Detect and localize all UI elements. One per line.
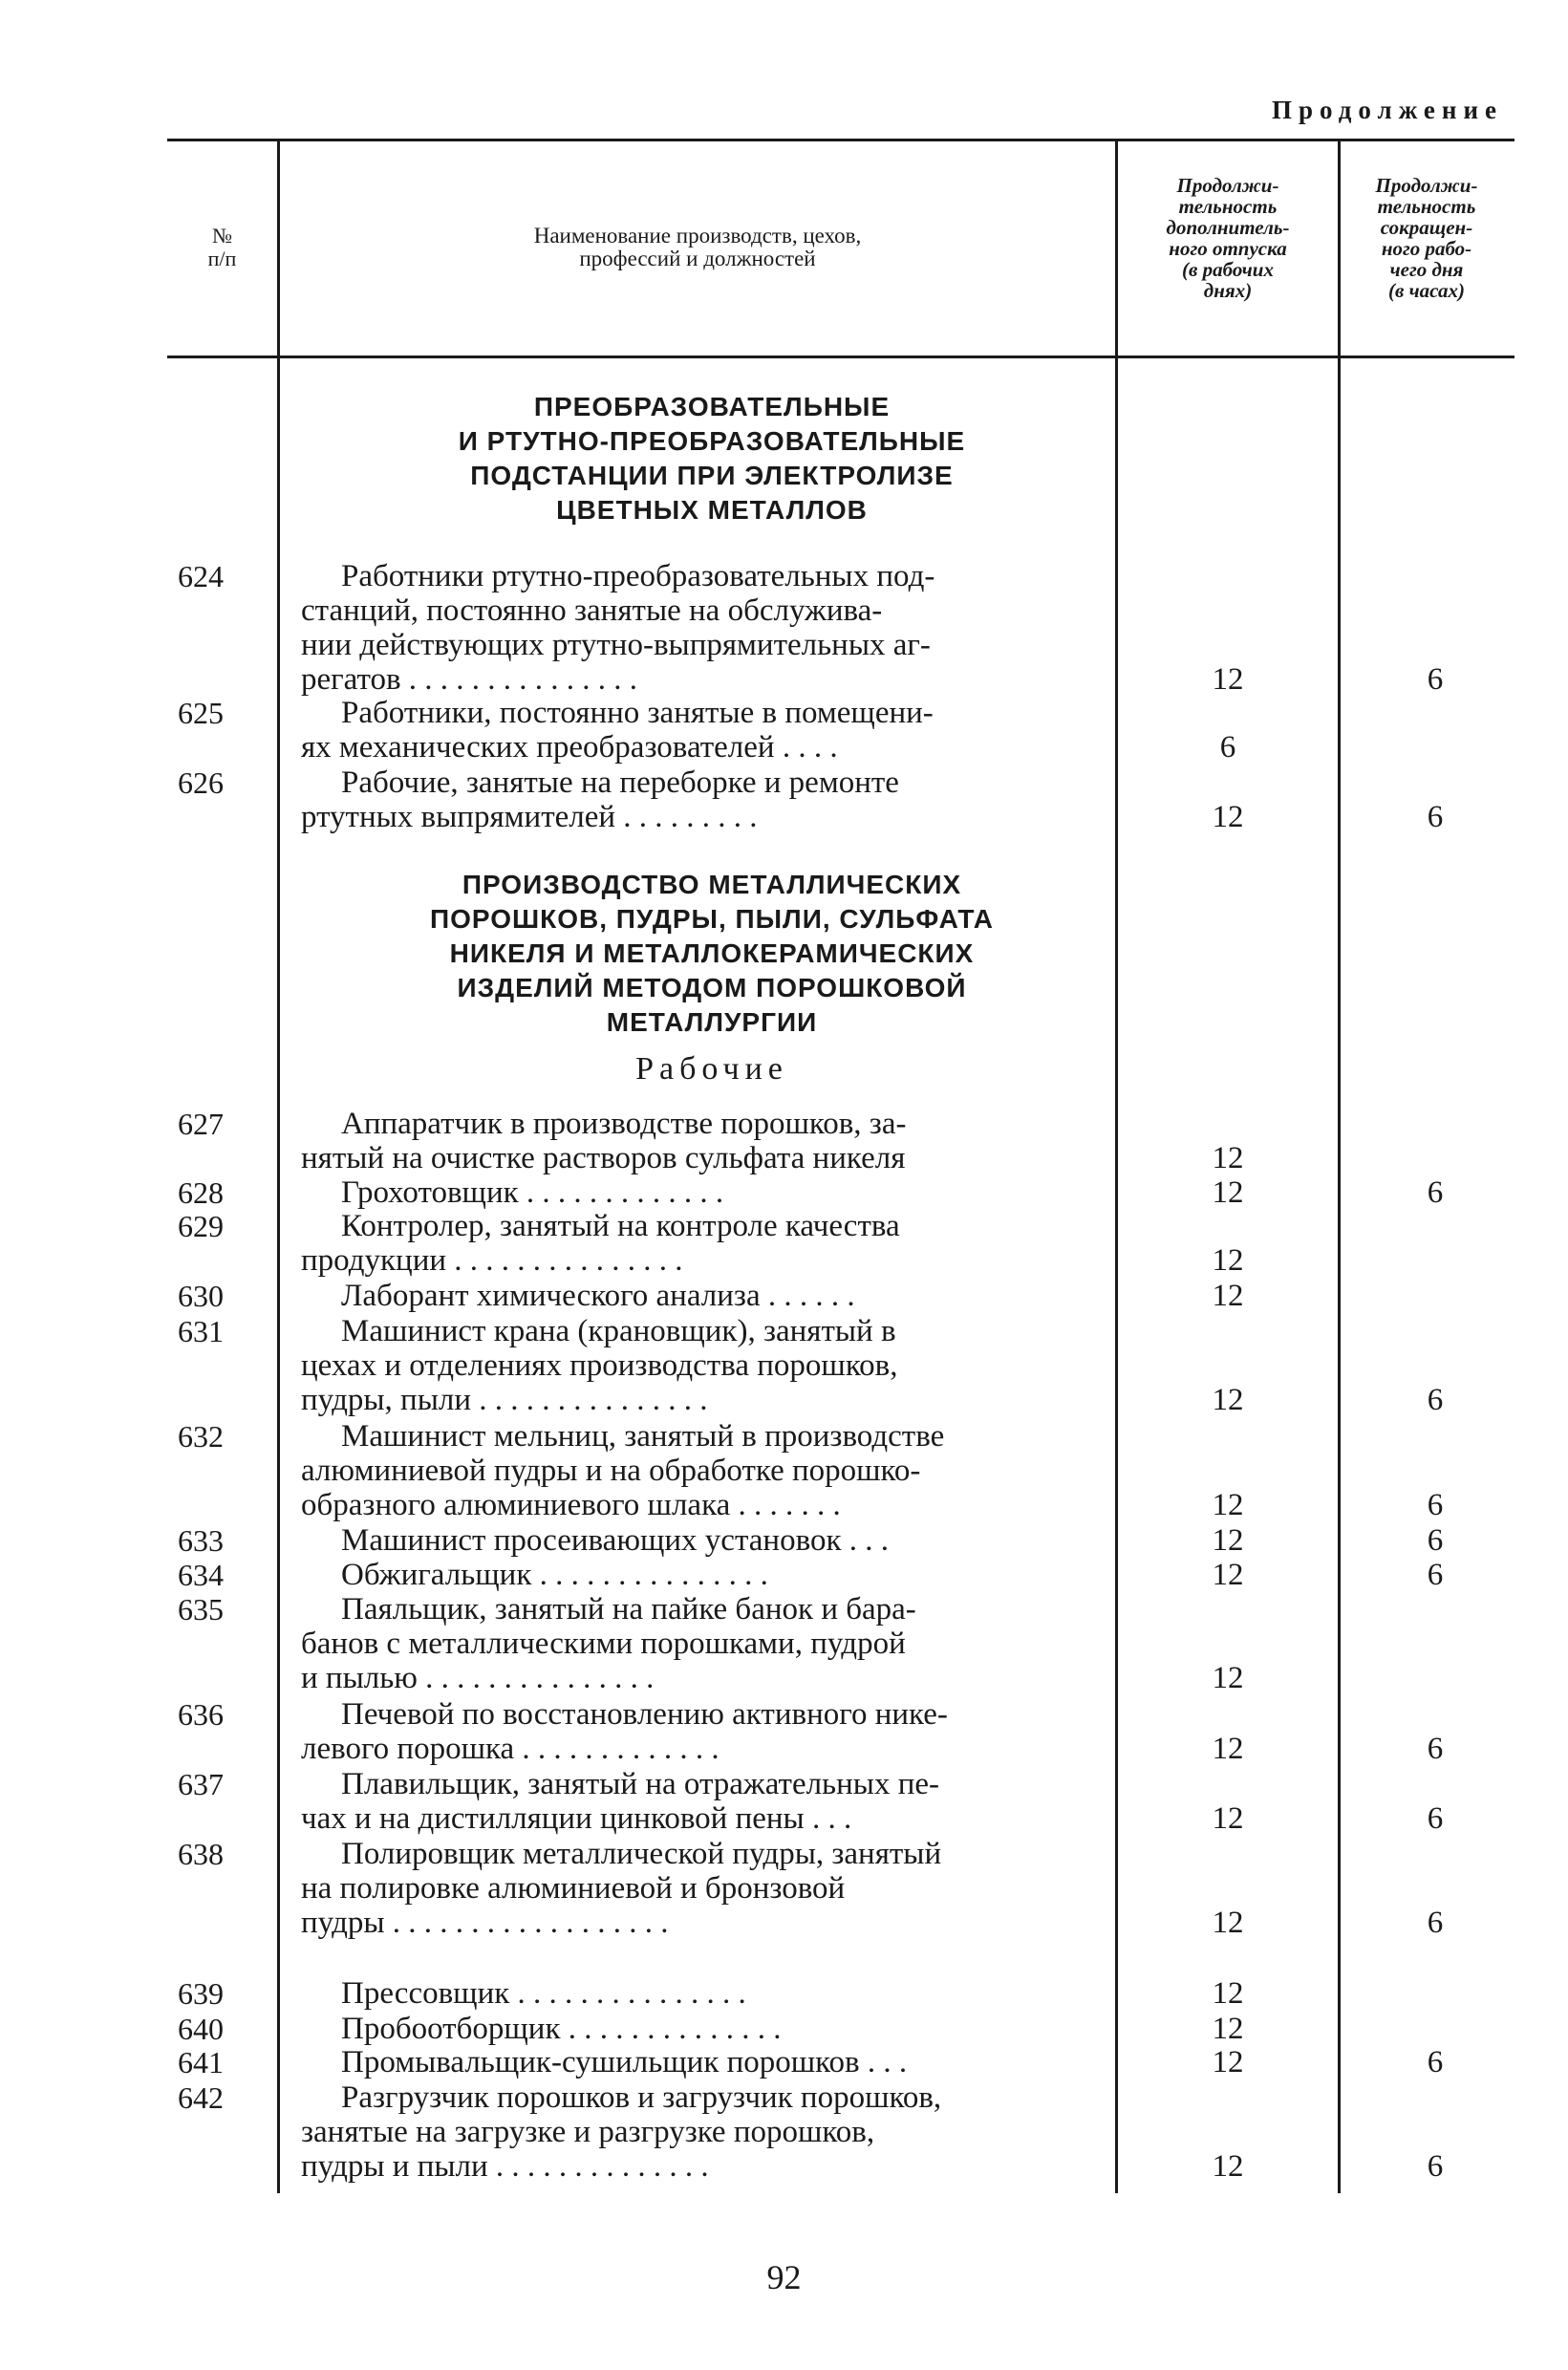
workday-hours-value: 6 xyxy=(1427,1523,1444,1558)
vacation-days-value: 12 xyxy=(1212,1661,1244,1695)
row-description-line: Разгрузчик порошков и загрузчик порошков, xyxy=(341,2080,942,2115)
row-number: 625 xyxy=(178,696,224,730)
header-workday-line: чего дня xyxy=(1389,258,1464,281)
workday-hours-value: 6 xyxy=(1427,1383,1444,1417)
vacation-days-value: 12 xyxy=(1212,1801,1244,1836)
workday-hours-value: 6 xyxy=(1427,1558,1444,1592)
row-description-line: Пробоотборщик . . . . . . . . . . . . . . xyxy=(341,2012,782,2046)
row-description xyxy=(301,1976,1113,2011)
row-description-line: Обжигальщик . . . . . . . . . . . . . . . xyxy=(341,1558,768,1592)
row-description-line: Машинист просеивающих установок . . . xyxy=(341,1523,889,1558)
row-number: 636 xyxy=(178,1697,224,1732)
workday-hours-value: 6 xyxy=(1427,1488,1444,1522)
row-number: 637 xyxy=(178,1767,224,1801)
row-description-line: на полировке алюминиевой и бронзовой xyxy=(301,1871,846,1906)
section-heading-line: МЕТАЛЛУРГИИ xyxy=(606,1007,818,1037)
vacation-days-value: 12 xyxy=(1212,1558,1244,1592)
row-description-line: регатов . . . . . . . . . . . . . . . xyxy=(301,662,638,697)
row-description xyxy=(301,1592,1113,1695)
header-vacation-line: дополнитель- xyxy=(1166,216,1290,239)
row-description xyxy=(301,1209,1113,1278)
row-description-line: Лаборант химического анализа . . . . . . xyxy=(341,1279,855,1313)
workday-hours-value: 6 xyxy=(1427,662,1444,697)
row-description-line: Рабочие, занятые на переборке и ремонте xyxy=(341,765,899,800)
header-num xyxy=(167,225,277,270)
row-description-line: Машинист мельниц, занятый в производстве xyxy=(341,1419,945,1454)
row-number: 632 xyxy=(178,1419,224,1454)
column-divider-1 xyxy=(277,139,280,2193)
vacation-days-value: 12 xyxy=(1212,1976,1244,2011)
row-description-line: Контролер, занятый на контроле качества xyxy=(341,1209,900,1243)
row-number: 627 xyxy=(178,1107,224,1141)
row-description xyxy=(301,696,1113,765)
row-description-line: ях механических преобразователей . . . . xyxy=(301,730,838,765)
row-description-line: нятый на очистке растворов сульфата никеля xyxy=(301,1141,906,1175)
header-num-line: № xyxy=(212,224,232,248)
workday-hours-value: 6 xyxy=(1427,2045,1444,2079)
row-description-line: Прессовщик . . . . . . . . . . . . . . . xyxy=(341,1976,746,2011)
row-description xyxy=(301,765,1113,834)
header-workday-line: тельность xyxy=(1377,195,1476,218)
row-description xyxy=(301,1279,1113,1313)
vacation-days-value: 12 xyxy=(1212,1906,1244,1940)
workday-hours-value: 6 xyxy=(1427,2149,1444,2184)
header-vacation-line: Продолжи- xyxy=(1176,174,1279,197)
row-description-line: Печевой по восстановлению активного нике- xyxy=(341,1697,948,1732)
row-description-line: Паяльщик, занятый на пайке банок и бара- xyxy=(341,1592,916,1627)
row-description-line: ртутных выпрямителей . . . . . . . . . xyxy=(301,800,758,834)
workday-hours-value: 6 xyxy=(1427,800,1444,834)
vacation-days-value: 12 xyxy=(1212,1732,1244,1766)
row-number: 634 xyxy=(178,1558,224,1592)
vacation-days-value: 12 xyxy=(1212,1383,1244,1417)
section-heading-line: ИЗДЕЛИЙ МЕТОДОМ ПОРОШКОВОЙ xyxy=(457,973,967,1002)
row-description-line: занятые на загрузке и разгрузке порошков, xyxy=(301,2115,875,2149)
page-number: 92 xyxy=(766,2258,802,2296)
vacation-days-value: 12 xyxy=(1212,1488,1244,1522)
row-description xyxy=(301,1523,1113,1558)
row-description xyxy=(301,2080,1113,2184)
row-description-line: левого порошка . . . . . . . . . . . . . xyxy=(301,1732,720,1766)
header-name-line: профессий и должностей xyxy=(579,247,816,270)
vacation-days-value: 6 xyxy=(1219,730,1236,765)
row-description xyxy=(301,2012,1113,2046)
column-divider-2 xyxy=(1115,139,1118,2193)
row-description-line: Машинист крана (крановщик), занятый в xyxy=(341,1314,896,1348)
row-number: 630 xyxy=(178,1279,224,1313)
row-description xyxy=(301,2045,1113,2079)
row-description-line: Работники ртутно-преобразовательных под- xyxy=(341,559,935,593)
row-description-line: пудры и пыли . . . . . . . . . . . . . . xyxy=(301,2149,709,2184)
row-description xyxy=(301,1558,1113,1592)
row-description-line: цехах и отделениях производства порошков, xyxy=(301,1348,898,1383)
row-description xyxy=(301,559,1113,697)
row-description-line: чах и на дистилляции цинковой пены . . . xyxy=(301,1801,852,1836)
row-description-line: Полировщик металлической пудры, занятый xyxy=(341,1837,942,1871)
row-number: 628 xyxy=(178,1175,224,1210)
section-heading-1 xyxy=(315,390,1108,528)
row-description xyxy=(301,1419,1113,1522)
row-number: 638 xyxy=(178,1837,224,1871)
header-workday-line: Продолжи- xyxy=(1375,174,1478,197)
header-bottom-rule xyxy=(167,356,1514,358)
row-description-line: Аппаратчик в производстве порошков, за- xyxy=(341,1107,907,1141)
row-number: 640 xyxy=(178,2012,224,2046)
row-description-line: алюминиевой пудры и на обработке порошко- xyxy=(301,1454,921,1488)
vacation-days-value: 12 xyxy=(1212,1175,1244,1210)
row-description-line: Плавильщик, занятый на отражательных пе- xyxy=(341,1767,939,1801)
continuation-label: Продолжение xyxy=(1272,96,1503,124)
vacation-days-value: 12 xyxy=(1212,1523,1244,1558)
header-vacation-line: тельность xyxy=(1178,195,1278,218)
header-vacation xyxy=(1118,175,1338,301)
row-description-line: нии действующих ртутно-выпрямительных аг- xyxy=(301,628,931,662)
row-description xyxy=(301,1314,1113,1417)
header-num-line: п/п xyxy=(207,247,237,270)
row-number: 635 xyxy=(178,1592,224,1627)
row-description xyxy=(301,1767,1113,1836)
header-vacation-line: ного отпуска xyxy=(1169,237,1287,260)
vacation-days-value: 12 xyxy=(1212,1243,1244,1278)
section-heading-line: ПОДСТАНЦИИ ПРИ ЭЛЕКТРОЛИЗЕ xyxy=(470,461,954,490)
section-heading-2 xyxy=(315,868,1108,1040)
header-vacation-line: днях) xyxy=(1203,279,1253,302)
vacation-days-value: 12 xyxy=(1212,2149,1244,2184)
row-description-line: образного алюминиевого шлака . . . . . . . xyxy=(301,1488,841,1522)
row-description xyxy=(301,1107,1113,1175)
vacation-days-value: 12 xyxy=(1212,1141,1244,1175)
vacation-days-value: 12 xyxy=(1212,2045,1244,2079)
row-description xyxy=(301,1175,1113,1210)
row-description xyxy=(301,1697,1113,1766)
header-vacation-line: (в рабочих xyxy=(1182,258,1274,281)
vacation-days-value: 12 xyxy=(1212,662,1244,697)
row-number: 642 xyxy=(178,2080,224,2115)
subsection-heading: Рабочие xyxy=(635,1051,788,1087)
header-workday-line: сокращен- xyxy=(1380,216,1473,239)
row-number: 629 xyxy=(178,1209,224,1243)
row-description-line: станций, постоянно занятые на обслужива- xyxy=(301,593,883,628)
row-description-line: Грохотовщик . . . . . . . . . . . . . xyxy=(341,1175,724,1210)
row-number: 624 xyxy=(178,559,224,593)
row-number: 633 xyxy=(178,1523,224,1558)
row-number: 639 xyxy=(178,1976,224,2011)
header-name-line: Наименование производств, цехов, xyxy=(533,224,862,248)
row-number: 626 xyxy=(178,765,224,800)
row-description-line: Работники, постоянно занятые в помещени- xyxy=(341,696,934,730)
header-workday xyxy=(1341,175,1513,301)
section-heading-line: И РТУТНО-ПРЕОБРАЗОВАТЕЛЬНЫЕ xyxy=(458,426,966,456)
column-divider-3 xyxy=(1338,139,1341,2193)
workday-hours-value: 6 xyxy=(1427,1906,1444,1940)
section-heading-line: ПРЕОБРАЗОВАТЕЛЬНЫЕ xyxy=(533,392,891,421)
section-heading-line: ПРОИЗВОДСТВО МЕТАЛЛИЧЕСКИХ xyxy=(462,870,962,899)
vacation-days-value: 12 xyxy=(1212,2012,1244,2046)
row-description-line: пудры . . . . . . . . . . . . . . . . . . xyxy=(301,1906,669,1940)
vacation-days-value: 12 xyxy=(1212,800,1244,834)
row-description-line: и пылью . . . . . . . . . . . . . . . xyxy=(301,1661,655,1695)
header-workday-line: (в часах) xyxy=(1388,279,1465,302)
section-heading-line: ПОРОШКОВ, ПУДРЫ, ПЫЛИ, СУЛЬФАТА xyxy=(430,904,994,934)
workday-hours-value: 6 xyxy=(1427,1732,1444,1766)
workday-hours-value: 6 xyxy=(1427,1801,1444,1836)
row-description-line: банов с металлическими порошками, пудрой xyxy=(301,1627,906,1661)
row-description xyxy=(301,1837,1113,1940)
row-description-line: пудры, пыли . . . . . . . . . . . . . . . xyxy=(301,1383,708,1417)
section-heading-line: ЦВЕТНЫХ МЕТАЛЛОВ xyxy=(556,495,868,525)
row-description-line: Промывальщик-сушильщик порошков . . . xyxy=(341,2045,908,2079)
row-number: 641 xyxy=(178,2045,224,2079)
section-heading-line: НИКЕЛЯ И МЕТАЛЛОКЕРАМИЧЕСКИХ xyxy=(449,938,975,968)
header-name xyxy=(280,225,1115,270)
row-description-line: продукции . . . . . . . . . . . . . . . xyxy=(301,1243,683,1278)
vacation-days-value: 12 xyxy=(1212,1279,1244,1313)
row-number: 631 xyxy=(178,1314,224,1348)
header-workday-line: ного рабо- xyxy=(1381,237,1472,260)
workday-hours-value: 6 xyxy=(1427,1175,1444,1210)
table-top-rule xyxy=(167,139,1514,141)
